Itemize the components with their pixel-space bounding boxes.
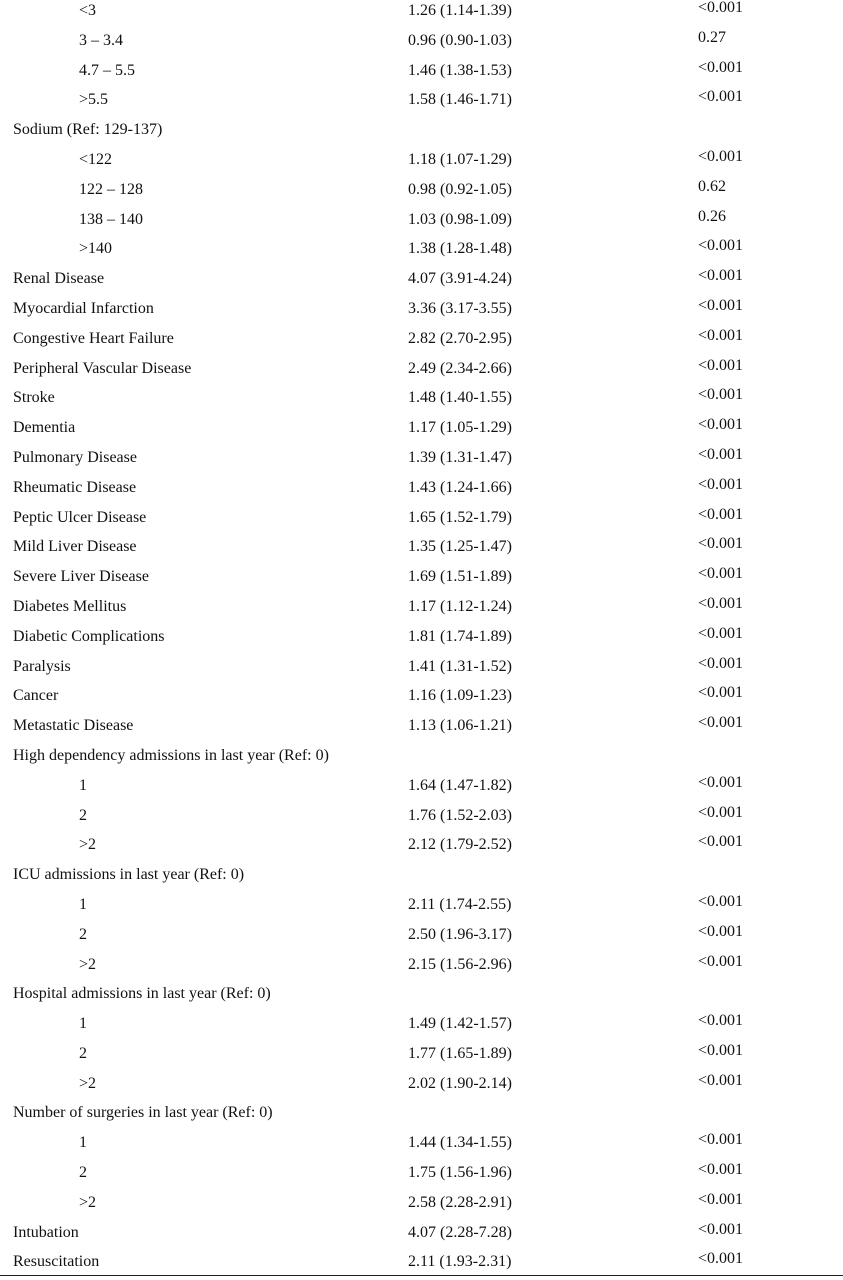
row-label: High dependency admissions in last year (Ref: 0)	[13, 746, 329, 764]
table-row	[0, 383, 843, 413]
table-row	[0, 741, 843, 771]
odds-ratio-ci: 1.48 (1.40-1.55)	[408, 389, 512, 407]
p-value: <0.001	[698, 1012, 744, 1030]
table-row	[0, 622, 843, 652]
table-row	[0, 950, 843, 980]
table-row	[0, 801, 843, 831]
table-row	[0, 1069, 843, 1099]
odds-ratio-ci: 2.58 (2.28-2.91)	[408, 1193, 512, 1211]
p-value: <0.001	[698, 356, 744, 374]
table-row	[0, 532, 843, 562]
row-label: >140	[79, 240, 113, 258]
p-value: <0.001	[698, 58, 744, 76]
row-label: Stroke	[13, 389, 55, 407]
row-label: Diabetic Complications	[13, 627, 165, 645]
odds-ratio-ci: 1.76 (1.52-2.03)	[408, 806, 512, 824]
row-label: 138 – 140	[79, 210, 143, 228]
table-row	[0, 56, 843, 86]
row-label: 1	[79, 895, 87, 913]
table-row	[0, 1158, 843, 1188]
row-label: >2	[79, 1193, 97, 1211]
table-row	[0, 205, 843, 235]
odds-ratio-ci: 4.07 (2.28-7.28)	[408, 1223, 512, 1241]
p-value: <0.001	[698, 833, 744, 851]
p-value: <0.001	[698, 654, 744, 672]
row-label: Paralysis	[13, 657, 71, 675]
table-row	[0, 1128, 843, 1158]
row-label: Sodium (Ref: 129-137)	[13, 121, 163, 139]
odds-ratio-ci: 1.16 (1.09-1.23)	[408, 687, 512, 705]
odds-ratio-ci: 1.75 (1.56-1.96)	[408, 1164, 512, 1182]
table-row	[0, 1039, 843, 1069]
p-value: <0.001	[698, 535, 744, 553]
odds-ratio-ci: 1.64 (1.47-1.82)	[408, 776, 512, 794]
odds-ratio-ci: 0.98 (0.92-1.05)	[408, 180, 512, 198]
row-label: >2	[79, 836, 97, 854]
odds-ratio-ci: 4.07 (3.91-4.24)	[408, 270, 512, 288]
odds-ratio-ci: 1.49 (1.42-1.57)	[408, 1015, 512, 1033]
p-value: <0.001	[698, 445, 744, 463]
table-row	[0, 830, 843, 860]
table-row	[0, 115, 843, 145]
p-value: <0.001	[698, 326, 744, 344]
table-row	[0, 234, 843, 264]
table-row	[0, 681, 843, 711]
table-row	[0, 920, 843, 950]
p-value: 0.27	[698, 28, 726, 46]
odds-ratio-ci: 1.81 (1.74-1.89)	[408, 627, 512, 645]
odds-ratio-ci: 1.77 (1.65-1.89)	[408, 1044, 512, 1062]
p-value: <0.001	[698, 773, 744, 791]
row-label: 2	[79, 1164, 87, 1182]
p-value: <0.001	[698, 1220, 744, 1238]
row-label: Metastatic Disease	[13, 717, 134, 735]
table-row	[0, 26, 843, 56]
table-row	[0, 324, 843, 354]
odds-ratio-ci: 1.18 (1.07-1.29)	[408, 150, 512, 168]
p-value: <0.001	[698, 594, 744, 612]
table-row	[0, 1247, 843, 1277]
row-label: Pulmonary Disease	[13, 448, 137, 466]
row-label: >5.5	[79, 91, 109, 109]
table-row	[0, 503, 843, 533]
row-label: Mild Liver Disease	[13, 538, 137, 556]
p-value: <0.001	[698, 922, 744, 940]
odds-ratio-ci: 2.11 (1.74-2.55)	[408, 895, 512, 913]
row-label: Peptic Ulcer Disease	[13, 508, 147, 526]
row-label: Rheumatic Disease	[13, 478, 137, 496]
odds-ratio-ci: 3.36 (3.17-3.55)	[408, 299, 512, 317]
row-label: 3 – 3.4	[79, 31, 123, 49]
odds-ratio-ci: 2.12 (1.79-2.52)	[408, 836, 512, 854]
row-label: Hospital admissions in last year (Ref: 0)	[13, 985, 271, 1003]
table-row	[0, 652, 843, 682]
odds-ratio-ci: 1.03 (0.98-1.09)	[408, 210, 512, 228]
p-value: <0.001	[698, 1161, 744, 1179]
p-value: <0.001	[698, 1250, 744, 1268]
table-row	[0, 264, 843, 294]
table-row	[0, 711, 843, 741]
p-value: <0.001	[698, 147, 744, 165]
row-label: 2	[79, 925, 87, 943]
row-label: 1	[79, 1015, 87, 1033]
odds-ratio-ci: 1.38 (1.28-1.48)	[408, 240, 512, 258]
table-row	[0, 175, 843, 205]
table-row	[0, 890, 843, 920]
row-label: Congestive Heart Failure	[13, 329, 174, 347]
row-label: Cancer	[13, 687, 59, 705]
row-label: Peripheral Vascular Disease	[13, 359, 192, 377]
row-label: Severe Liver Disease	[13, 568, 149, 586]
row-label: Myocardial Infarction	[13, 299, 154, 317]
row-label: 2	[79, 806, 87, 824]
odds-ratio-ci: 1.58 (1.46-1.71)	[408, 91, 512, 109]
odds-ratio-ci: 1.17 (1.12-1.24)	[408, 597, 512, 615]
row-label: Renal Disease	[13, 270, 105, 288]
p-value: <0.001	[698, 892, 744, 910]
p-value: <0.001	[698, 386, 744, 404]
p-value: <0.001	[698, 88, 744, 106]
table-row	[0, 294, 843, 324]
row-label: Dementia	[13, 419, 76, 437]
table-row	[0, 145, 843, 175]
odds-ratio-ci: 1.65 (1.52-1.79)	[408, 508, 512, 526]
p-value: <0.001	[698, 803, 744, 821]
p-value: 0.62	[698, 177, 726, 195]
p-value: <0.001	[698, 296, 744, 314]
row-label: 2	[79, 1044, 87, 1062]
row-label: Number of surgeries in last year (Ref: 0)	[13, 1104, 273, 1122]
odds-ratio-ci: 1.41 (1.31-1.52)	[408, 657, 512, 675]
table-row	[0, 1009, 843, 1039]
p-value: <0.001	[698, 1041, 744, 1059]
table-row	[0, 413, 843, 443]
p-value: <0.001	[698, 565, 744, 583]
p-value: <0.001	[698, 1071, 744, 1089]
odds-ratio-ci: 1.13 (1.06-1.21)	[408, 717, 512, 735]
row-label: 1	[79, 776, 87, 794]
p-value: <0.001	[698, 714, 744, 732]
p-value: <0.001	[698, 952, 744, 970]
p-value: <0.001	[698, 684, 744, 702]
table-row	[0, 354, 843, 384]
row-label: <122	[79, 150, 113, 168]
odds-ratio-ci: 1.39 (1.31-1.47)	[408, 448, 512, 466]
table-row	[0, 860, 843, 890]
p-value: <0.001	[698, 416, 744, 434]
p-value: <0.001	[698, 1131, 744, 1149]
row-label: >2	[79, 1074, 97, 1092]
odds-ratio-ci: 1.44 (1.34-1.55)	[408, 1134, 512, 1152]
odds-ratio-ci: 2.02 (1.90-2.14)	[408, 1074, 512, 1092]
odds-ratio-ci: 1.35 (1.25-1.47)	[408, 538, 512, 556]
p-value: <0.001	[698, 0, 744, 16]
odds-ratio-ci: 2.49 (2.34-2.66)	[408, 359, 512, 377]
row-label: Intubation	[13, 1223, 79, 1241]
odds-ratio-ci: 1.69 (1.51-1.89)	[408, 568, 512, 586]
p-value: <0.001	[698, 475, 744, 493]
p-value: <0.001	[698, 1190, 744, 1208]
odds-ratio-ci: 2.15 (1.56-2.96)	[408, 955, 512, 973]
p-value: <0.001	[698, 267, 744, 285]
table-row	[0, 1218, 843, 1248]
table-row	[0, 979, 843, 1009]
row-label: 1	[79, 1134, 87, 1152]
p-value: <0.001	[698, 505, 744, 523]
row-label: <3	[79, 2, 97, 19]
table-row	[0, 592, 843, 622]
table-row	[0, 443, 843, 473]
table-row	[0, 473, 843, 503]
p-value: 0.26	[698, 207, 726, 225]
table-row	[0, 1098, 843, 1128]
odds-ratio-ci: 0.96 (0.90-1.03)	[408, 31, 512, 49]
p-value: <0.001	[698, 237, 744, 255]
table-row	[0, 85, 843, 115]
odds-ratio-ci: 2.11 (1.93-2.31)	[408, 1253, 512, 1271]
row-label: 4.7 – 5.5	[79, 61, 135, 79]
odds-ratio-ci: 1.26 (1.14-1.39)	[408, 2, 512, 19]
odds-ratio-ci: 2.82 (2.70-2.95)	[408, 329, 512, 347]
row-label: 122 – 128	[79, 180, 143, 198]
table-row	[0, 1188, 843, 1218]
table-row	[0, 562, 843, 592]
odds-ratio-ci: 1.46 (1.38-1.53)	[408, 61, 512, 79]
table-row	[0, 771, 843, 801]
odds-ratio-ci: 1.17 (1.05-1.29)	[408, 419, 512, 437]
row-label: Resuscitation	[13, 1253, 100, 1271]
table-bottom-rule	[0, 1275, 843, 1276]
row-label: >2	[79, 955, 97, 973]
row-label: Diabetes Mellitus	[13, 597, 127, 615]
row-label: ICU admissions in last year (Ref: 0)	[13, 866, 245, 884]
odds-ratio-ci: 2.50 (1.96-3.17)	[408, 925, 512, 943]
odds-ratio-ci: 1.43 (1.24-1.66)	[408, 478, 512, 496]
p-value: <0.001	[698, 624, 744, 642]
